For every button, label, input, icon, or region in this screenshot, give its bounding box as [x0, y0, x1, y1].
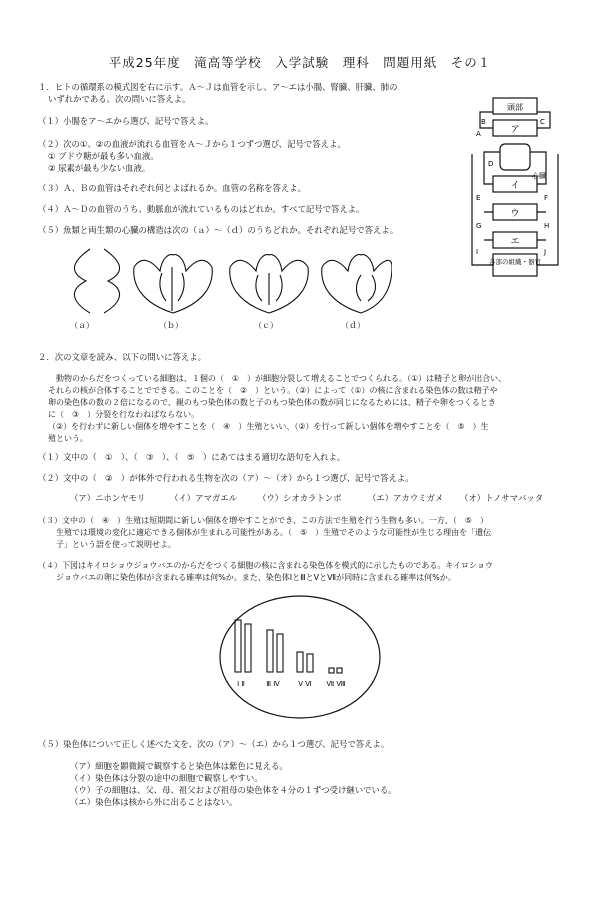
diagram-organ-i: イ [510, 181, 520, 191]
diagram-tissues: 各部の組織・器官 [489, 258, 541, 266]
page-title: 平成25年度 滝高等学校 入学試験 理科 問題用紙 その１ [108, 55, 492, 70]
vessel-e: E [476, 194, 481, 202]
chromosome-5 [297, 652, 303, 672]
q1-part2: （２）次の①、②の血液が流れる血管をＡ～Ｊから１つずつ選び、記号で答えよ。 [38, 139, 346, 149]
q2-body-line4: に（ ③ ）分裂を行なわねばならない。 [48, 410, 200, 419]
vessel-b: B [481, 118, 486, 126]
q2-part3-line1: （３）文中の（ ④ ）生殖は短期間に新しい個体を増やすことができ、この方法で生殖を行う生物も多い。一方、（ ⑤ ） [38, 516, 489, 525]
vessel-a: A [476, 130, 481, 138]
q2-choice-u: （ウ）シオカラトンボ [258, 493, 342, 503]
q2-body-line3: 卵の染色体の数の２倍になるので、親のもつ染色体の数と子のもつ染色体の数が同じになるためには、精子や卵をつくるとき [48, 398, 496, 407]
q1-part2-item2: ② 尿素が最も少ない血液。 [48, 163, 151, 173]
q2-part5-option-e: （エ）染色体は核から外に出ることはない。 [70, 797, 238, 807]
vessel-h: H [544, 222, 550, 230]
chromosome-3 [267, 630, 273, 672]
q1-part5: （５）魚類と両生類の心臓の構造は次の（ａ）～（ｄ）のうちどれか。それぞれ記号で答えよ。 [38, 225, 399, 235]
q2-part3-line3: 子」という語を使って説明せよ。 [56, 540, 176, 549]
vessel-i: I [476, 248, 479, 256]
chromosome-figure [215, 592, 385, 722]
q2-part1: （１）文中の（ ① ）、（ ③ ）、（ ⑤ ）にあてはまる適切な語句を入れよ。 [38, 452, 346, 462]
diagram-organ-e: エ [510, 237, 520, 247]
q2-part3-line2: 生殖では環境の変化に適応できる個体が生まれる可能性がある。（ ⑤ ）生殖でそのような可能性が生じる理由を「遺伝 [56, 528, 492, 537]
q2-part5-option-u: （ウ）子の細胞は、父、母、祖父および祖母の染色体を４分の１ずつ受け継いでいる。 [70, 785, 397, 795]
q2-body-line2: それらの核が合体することでできる。このことを（ ② ）という。（②）によって（①）の核に含まれる染色体の数は精子や [48, 386, 498, 395]
vessel-c: C [540, 118, 545, 126]
q2-part5: （５）染色体について正しく述べた文を、次の（ア）～（エ）から１つ選び、記号で答えよ。 [38, 739, 390, 749]
q1-intro-line1: １．ヒトの循環系の模式図を右に示す。Ａ～Ｊは血管を示し、ア～エは小腸、腎臓、肝臓、肺の [38, 82, 398, 92]
chromosome-4 [277, 634, 283, 672]
q2-choice-e: （エ）アカウミガメ [368, 493, 444, 503]
diagram-heart: 心臓 [532, 172, 546, 180]
q2-body-line5: （②）を行わずに新しい個体を増やすことを（ ④ ）生殖といい、（②）を行って新しい個体を増やすことを（ ⑤ ）生 [48, 422, 489, 431]
chromosome-2 [245, 624, 251, 672]
q2-body-line6: 殖という。 [48, 434, 88, 443]
chromosome-label-5-6: Ⅴ Ⅵ [298, 680, 312, 688]
chromosome-8 [337, 668, 342, 673]
q2-part5-option-i: （イ）染色体は分裂の途中の細胞で観察しやすい。 [70, 773, 263, 783]
q2-part2: （２）文中の（ ② ）が体外で行われる生物を次の（ア）～（オ）から１つ選び、記号で答えよ。 [38, 473, 414, 483]
q2-part4-line1: （４）下図はキイロショウジョウバエのからだをつくる細胞の核に含まれる染色体を模式的に示したものである。キイロショウ [38, 561, 493, 570]
vessel-f: F [544, 194, 549, 202]
q1-part2-item1: ① ブドウ糖が最も多い血液。 [48, 151, 159, 161]
q1-part4: （４）Ａ～Ｄの血管のうち、動脈血が流れているものはどれか。すべて記号で答えよ。 [38, 204, 365, 214]
diagram-head: 頭部 [507, 103, 523, 112]
heart-label-c: （ｃ） [254, 321, 278, 330]
heart-label-d: （ｄ） [341, 321, 365, 330]
chromosome-label-3-4: Ⅲ Ⅳ [266, 680, 280, 688]
q2-intro: ２．次の文章を読み、以下の問いに答えよ。 [38, 352, 207, 362]
heart-structures-figure [62, 245, 392, 317]
q2-choice-i: （イ）アマガエル [170, 493, 237, 503]
diagram-organ-a: ア [510, 125, 520, 135]
q2-choice-o: （オ）トノサマバッタ [460, 493, 544, 503]
q1-part1: （１）小腸をア～エから選び、記号で答えよ。 [38, 116, 214, 126]
q2-choice-a: （ア）ニホンヤモリ [70, 493, 146, 503]
q1-intro-line2: いずれかである。次の問いに答えよ。 [48, 94, 191, 104]
vessel-j: J [544, 248, 547, 256]
q2-part4-line2: ジョウバエの卵に染色体Ⅰが含まれる確率は何%か。また、染色体ⅠとⅢとⅤとⅦが同時に含まれる確率は何%か。 [56, 573, 456, 582]
vessel-d: D [488, 160, 494, 168]
chromosome-7 [329, 668, 334, 673]
chromosome-1 [235, 620, 241, 672]
q2-body-line1: 動物のからだをつくっている細胞は、１個の（ ① ）が細胞分裂して増えることでつくられる。（①）は精子と卵が出合い、 [48, 374, 507, 383]
q1-part3: （３）Ａ、Ｂの血管はそれぞれ何とよばれるか。血管の名称を答えよ。 [38, 183, 306, 193]
vessel-g: G [476, 222, 482, 230]
circulation-diagram [460, 90, 570, 280]
heart-label-b: （ｂ） [159, 321, 183, 330]
chromosome-6 [307, 654, 313, 672]
diagram-organ-u: ウ [510, 209, 520, 219]
heart-label-a: （ａ） [70, 321, 94, 330]
chromosome-label-1-2: Ⅰ Ⅱ [237, 680, 245, 688]
q2-part5-option-a: （ア）細胞を顕微鏡で観察すると染色体は紫色に見える。 [70, 761, 288, 771]
chromosome-label-7-8: Ⅶ Ⅷ [326, 680, 346, 688]
